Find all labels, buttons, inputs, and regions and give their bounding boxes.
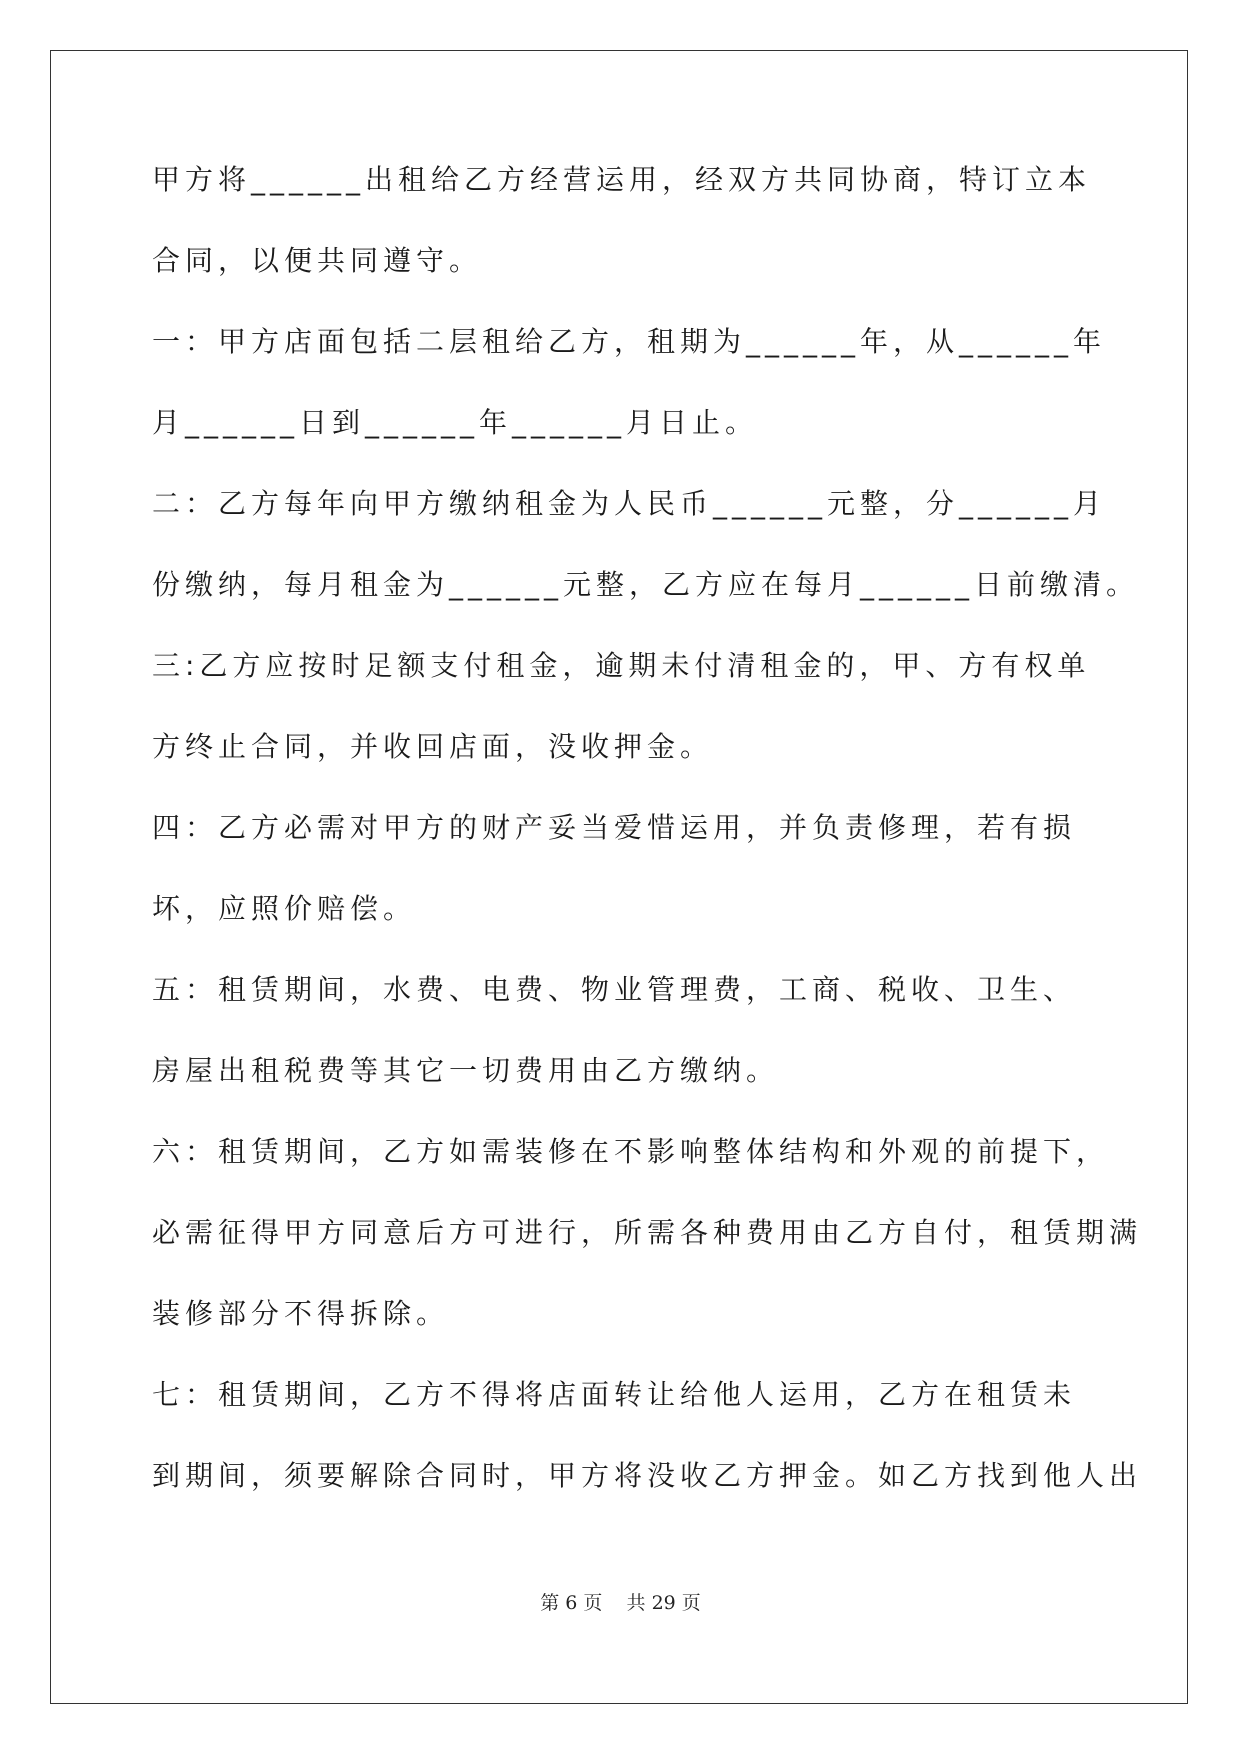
text-line: 六：租赁期间，乙方如需装修在不影响整体结构和外观的前提下， bbox=[152, 1135, 1110, 1168]
text-line: 房屋出租税费等其它一切费用由乙方缴纳。 bbox=[152, 1054, 780, 1087]
page-number-footer: 第 6 页 共 29 页 bbox=[540, 1592, 701, 1614]
text-line: 份缴纳，每月租金为______元整，乙方应在每月______日前缴清。 bbox=[152, 568, 1140, 601]
text-line: 三:乙方应按时足额支付租金，逾期未付清租金的，甲、方有权单 bbox=[152, 649, 1091, 682]
text-line: 七：租赁期间，乙方不得将店面转让给他人运用，乙方在租赁未 bbox=[152, 1378, 1077, 1411]
text-line: 到期间，须要解除合同时，甲方将没收乙方押金。如乙方找到他人出 bbox=[152, 1459, 1143, 1492]
text-line: 方终止合同，并收回店面，没收押金。 bbox=[152, 730, 714, 763]
text-line: 装修部分不得拆除。 bbox=[152, 1297, 450, 1330]
text-line: 必需征得甲方同意后方可进行，所需各种费用由乙方自付，租赁期满 bbox=[152, 1216, 1143, 1249]
text-line: 一：甲方店面包括二层租给乙方，租期为______年，从______年 bbox=[152, 325, 1107, 358]
document-body bbox=[152, 160, 1143, 1537]
text-line: 四：乙方必需对甲方的财产妥当爱惜运用，并负责修理，若有损 bbox=[152, 811, 1077, 844]
text-line: 合同，以便共同遵守。 bbox=[152, 244, 483, 277]
text-line: 五：租赁期间，水费、电费、物业管理费，工商、税收、卫生、 bbox=[152, 973, 1077, 1006]
text-line: 二：乙方每年向甲方缴纳租金为人民币______元整，分______月 bbox=[152, 487, 1107, 520]
text-line: 坏，应照价赔偿。 bbox=[152, 892, 417, 925]
text-line: 月______日到______年______月日止。 bbox=[152, 406, 759, 439]
text-line: 甲方将______出租给乙方经营运用，经双方共同协商，特订立本 bbox=[152, 163, 1092, 196]
